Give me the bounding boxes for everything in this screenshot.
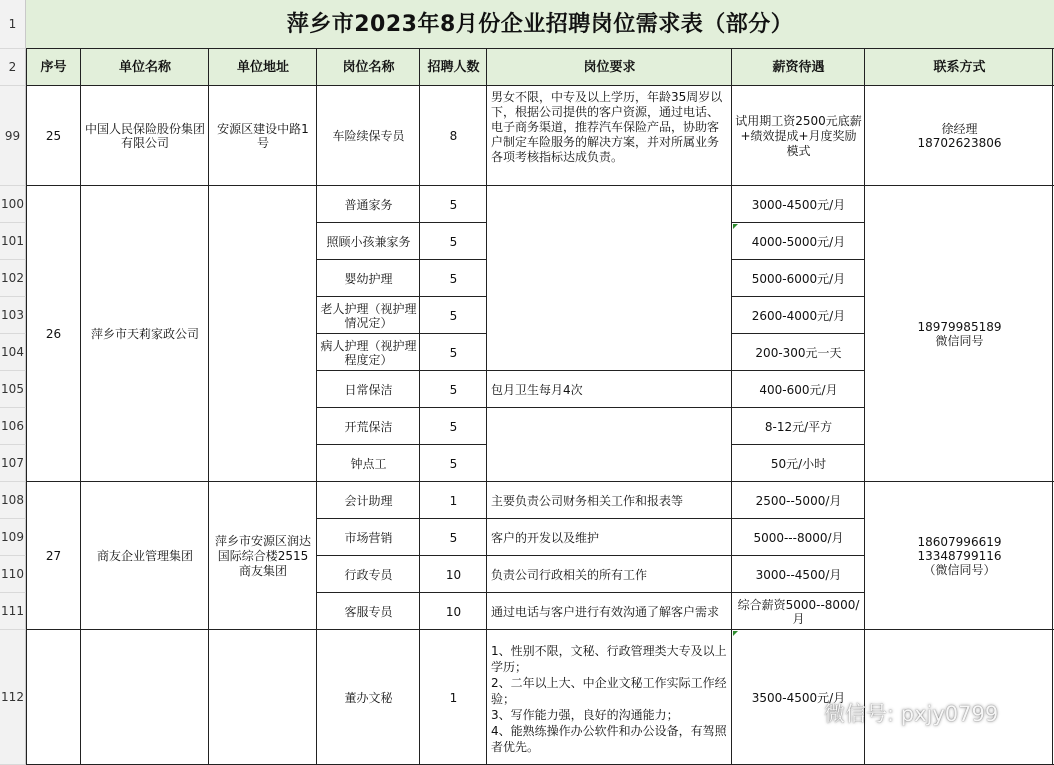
watermark-text: 微信号: pxjy0799 — [824, 702, 999, 726]
cell-salary[interactable]: 4000-5000元/月 — [751, 234, 846, 249]
grid-line — [317, 333, 487, 334]
cell-company[interactable]: 商友企业管理集团 — [96, 549, 193, 563]
cell-position[interactable]: 照顾小孩兼家务 — [326, 234, 411, 249]
cell-salary[interactable]: 综合薪资5000--8000/月 — [737, 597, 860, 626]
cell-salary[interactable]: 试用期工资2500元底薪+绩效提成+月度奖励模式 — [735, 113, 862, 158]
cell-count[interactable]: 5 — [449, 456, 458, 471]
row-header[interactable]: 106 — [0, 408, 26, 445]
row-header[interactable]: 100 — [0, 186, 26, 223]
cell-position[interactable]: 车险续保专员 — [332, 129, 405, 143]
row-header[interactable]: 112 — [0, 630, 26, 765]
cell-requirements[interactable]: 通过电话与客户进行有效沟通了解客户需求 — [491, 604, 720, 619]
row-header[interactable]: 1 — [0, 0, 26, 49]
col-header-address[interactable]: 单位地址 — [236, 59, 289, 75]
cell-salary[interactable]: 5000---8000/月 — [753, 530, 844, 545]
grid-line — [864, 48, 865, 765]
cell-salary[interactable]: 50元/小时 — [770, 456, 827, 471]
grid-line — [419, 48, 420, 765]
grid-line — [732, 259, 865, 260]
cell-count[interactable]: 5 — [449, 308, 458, 323]
grid-line — [732, 222, 865, 223]
cell-position[interactable]: 婴幼护理 — [344, 271, 393, 286]
cell-count[interactable]: 1 — [449, 690, 458, 705]
grid-line — [731, 48, 732, 765]
cell-salary[interactable]: 3500-4500元/月 — [751, 690, 846, 705]
grid-line — [317, 592, 865, 593]
cell-position[interactable]: 会计助理 — [344, 493, 393, 508]
sheet-title[interactable]: 萍乡市2023年8月份企业招聘岗位需求表（部分） — [286, 11, 794, 37]
cell-salary[interactable]: 8-12元/平方 — [764, 419, 833, 434]
grid-line — [732, 444, 865, 445]
cell-requirements[interactable]: 1、性别不限，文秘、行政管理类大专及以上学历； 2、二年以上大、中企业文秘工作实际工作经验； 3、写作能力强，良好的沟通能力； 4、能熟练操作办公软件和办公设备，有驾照者优先。 — [491, 644, 727, 754]
cell-salary[interactable]: 2600-4000元/月 — [751, 308, 846, 323]
cell-count[interactable]: 5 — [449, 419, 458, 434]
cell-salary[interactable]: 2500--5000/月 — [755, 493, 842, 508]
row-header[interactable]: 105 — [0, 371, 26, 408]
wechat-watermark — [788, 698, 998, 728]
cell-count[interactable]: 5 — [449, 234, 458, 249]
grid-line — [317, 296, 487, 297]
wechat-icon — [788, 701, 816, 725]
cell-marker-icon — [733, 631, 738, 636]
row-header[interactable]: 102 — [0, 260, 26, 297]
grid-line — [26, 185, 1054, 186]
row-header[interactable]: 103 — [0, 297, 26, 334]
grid-line — [317, 259, 487, 260]
cell-requirements[interactable]: 客户的开发以及维护 — [491, 530, 600, 545]
cell-address-empty[interactable] — [209, 630, 317, 765]
cell-position[interactable]: 老人护理（视护理情况定） — [320, 301, 417, 330]
cell-seq[interactable]: 25 — [45, 129, 62, 143]
cell-requirements[interactable]: 负责公司行政相关的所有工作 — [491, 567, 648, 582]
cell-position[interactable]: 董办文秘 — [344, 690, 393, 705]
cell-marker-icon — [733, 224, 738, 229]
cell-salary[interactable]: 400-600元/月 — [759, 382, 838, 397]
cell-seq[interactable]: 27 — [45, 549, 62, 563]
cell-requirements[interactable]: 主要负责公司财务相关工作和报表等 — [491, 493, 684, 508]
grid-line — [317, 555, 865, 556]
cell-salary[interactable]: 3000-4500元/月 — [751, 197, 846, 212]
cell-count[interactable]: 10 — [445, 567, 462, 582]
grid-line — [317, 407, 865, 408]
cell-company[interactable]: 萍乡市天莉家政公司 — [90, 327, 199, 341]
grid-line — [317, 518, 865, 519]
cell-requirements-empty[interactable] — [487, 408, 732, 482]
cell-count[interactable]: 5 — [449, 271, 458, 286]
grid-line — [80, 48, 81, 765]
cell-seq[interactable]: 26 — [45, 327, 62, 341]
cell-salary[interactable]: 5000-6000元/月 — [751, 271, 846, 286]
row-header[interactable]: 110 — [0, 556, 26, 593]
cell-position[interactable]: 行政专员 — [344, 567, 393, 582]
cell-contact[interactable]: 18607996619 13348799116 （微信同号） — [917, 535, 1002, 577]
cell-address[interactable]: 萍乡市安源区润达国际综合楼2515商友集团 — [214, 533, 311, 578]
cell-address[interactable]: 安源区建设中路1号 — [217, 122, 309, 150]
cell-position[interactable]: 市场营销 — [344, 530, 393, 545]
cell-salary[interactable]: 200-300元一天 — [755, 345, 842, 360]
grid-line — [732, 296, 865, 297]
grid-line — [26, 629, 1054, 630]
grid-line — [317, 222, 487, 223]
grid-line — [208, 48, 209, 765]
col-header-requirements[interactable]: 岗位要求 — [583, 59, 636, 75]
cell-position[interactable]: 开荒保洁 — [344, 419, 393, 434]
grid-line — [732, 333, 865, 334]
col-header-company[interactable]: 单位名称 — [118, 59, 171, 75]
grid-line — [26, 85, 1054, 86]
col-header-seq[interactable]: 序号 — [40, 59, 67, 75]
cell-count[interactable]: 10 — [445, 604, 462, 619]
cell-position[interactable]: 钟点工 — [350, 456, 387, 471]
cell-requirements[interactable]: 男女不限，中专及以上学历，年龄35周岁以下，根据公司提供的客户资源，通过电话、电子商务渠道，推荐汽车保险产品，协助客户制定车险服务的解决方案，并对所属业务各项考核指标达成负责。 — [491, 90, 723, 164]
grid-line — [26, 48, 1054, 49]
row-header[interactable]: 109 — [0, 519, 26, 556]
grid-line — [316, 48, 317, 765]
grid-line — [1052, 48, 1053, 765]
cell-count[interactable]: 1 — [449, 493, 458, 508]
row-header[interactable]: 104 — [0, 334, 26, 371]
cell-position[interactable]: 普通家务 — [344, 197, 393, 212]
col-header-salary[interactable]: 薪资待遇 — [772, 59, 825, 75]
cell-contact[interactable]: 18979985189 微信同号 — [917, 320, 1002, 348]
row-header[interactable]: 101 — [0, 223, 26, 260]
cell-count[interactable]: 5 — [449, 530, 458, 545]
cell-address-empty[interactable] — [209, 186, 317, 482]
cell-salary[interactable]: 3000--4500/月 — [755, 567, 842, 582]
row-header[interactable]: 2 — [0, 49, 26, 86]
cell-position[interactable]: 日常保洁 — [344, 382, 393, 397]
row-header[interactable]: 99 — [0, 86, 26, 186]
row-header[interactable]: 107 — [0, 445, 26, 482]
cell-count[interactable]: 8 — [449, 129, 458, 143]
grid-line — [26, 48, 27, 765]
grid-line — [26, 481, 1054, 482]
grid-line — [486, 48, 487, 765]
cell-contact[interactable]: 徐经理 18702623806 — [917, 122, 1002, 150]
cell-position[interactable]: 客服专员 — [344, 604, 393, 619]
row-header[interactable]: 111 — [0, 593, 26, 630]
grid-line — [317, 370, 865, 371]
cell-requirements[interactable]: 包月卫生每月4次 — [491, 382, 583, 397]
cell-count[interactable]: 5 — [449, 382, 458, 397]
cell-requirements-empty[interactable] — [487, 186, 732, 371]
cell-company[interactable]: 中国人民保险股份集团有限公司 — [84, 122, 205, 150]
grid-line — [317, 444, 487, 445]
cell-count[interactable]: 5 — [449, 345, 458, 360]
col-header-count[interactable]: 招聘人数 — [427, 59, 480, 75]
cell-company-empty[interactable] — [81, 630, 209, 765]
cell-seq-empty[interactable] — [26, 630, 81, 765]
cell-count[interactable]: 5 — [449, 197, 458, 212]
col-header-position[interactable]: 岗位名称 — [342, 59, 395, 75]
col-header-contact[interactable]: 联系方式 — [933, 59, 986, 75]
cell-position[interactable]: 病人护理（视护理程度定） — [320, 338, 417, 367]
row-header[interactable]: 108 — [0, 482, 26, 519]
